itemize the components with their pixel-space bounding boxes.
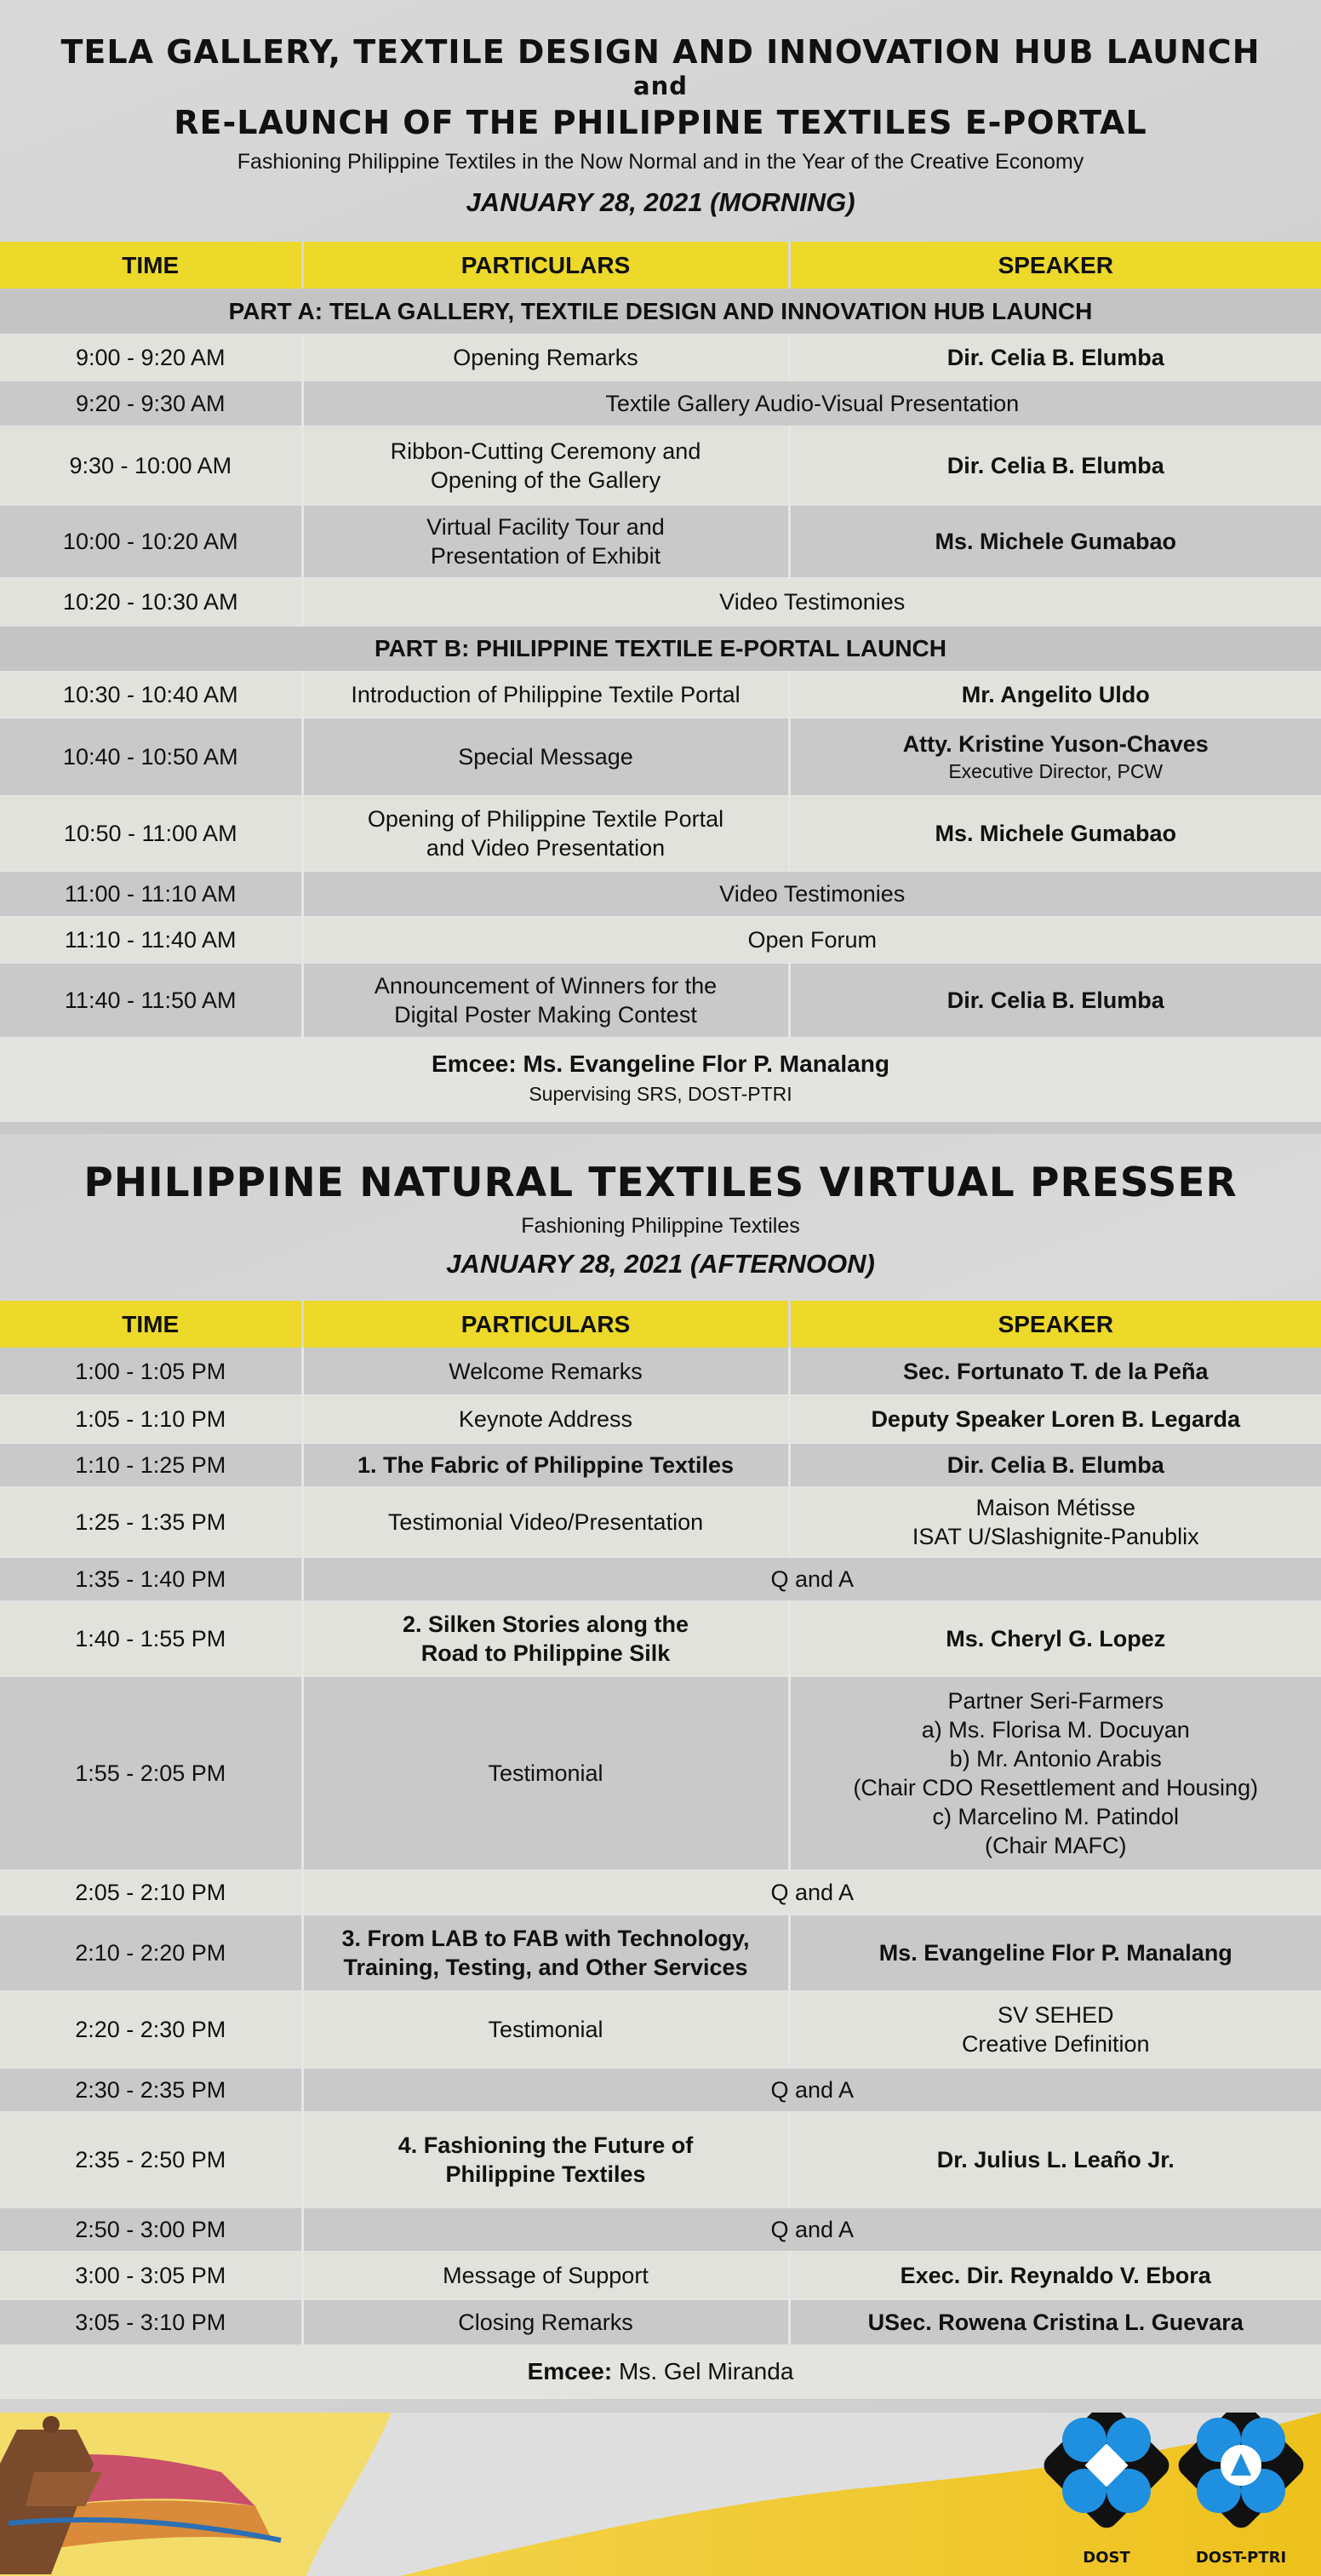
row-speaker <box>789 672 1321 718</box>
particulars-line: Announcement of Winners for the <box>374 973 718 999</box>
particulars-line: Philippine Textiles <box>445 2161 646 2187</box>
particulars-line: 1. The Fabric of Philippine Textiles <box>357 1452 735 1478</box>
row-time: 2:10 - 2:20 PM <box>0 1915 302 1991</box>
row-time: 1:40 - 1:55 PM <box>0 1601 302 1676</box>
row-particulars <box>302 2112 789 2207</box>
table-row <box>0 1395 1321 1443</box>
particulars-line: 4. Fashioning the Future of <box>397 2132 694 2158</box>
table-row <box>0 1443 1321 1487</box>
row-time: 2:50 - 3:00 PM <box>0 2207 302 2252</box>
table-row <box>0 1601 1321 1676</box>
header-time: TIME <box>0 1301 302 1348</box>
speaker-line: (Chair MAFC) <box>985 1833 1127 1858</box>
row-time: 3:05 - 3:10 PM <box>0 2299 302 2345</box>
row-speaker <box>789 505 1321 578</box>
header-particulars: PARTICULARS <box>302 1301 789 1348</box>
speaker-line: Dr. Julius L. Leaño Jr. <box>936 2147 1175 2172</box>
speaker-line: (Chair CDO Resettlement and Housing) <box>853 1775 1259 1800</box>
row-particulars <box>302 672 789 718</box>
row-speaker <box>789 2252 1321 2299</box>
row-speaker <box>789 796 1321 871</box>
morning-emcee-role: Supervising SRS, DOST-PTRI <box>529 1083 792 1105</box>
particulars-line: Opening of the Gallery <box>430 467 661 493</box>
row-speaker <box>789 963 1321 1038</box>
particulars-line: Closing Remarks <box>458 2310 633 2335</box>
speaker-line: USec. Rowena Cristina L. Guevara <box>867 2310 1244 2335</box>
morning-emcee <box>0 1039 1321 1122</box>
row-particulars <box>302 1915 789 1991</box>
speaker-line: SV SEHED <box>997 2002 1114 2028</box>
part-heading: PART B: PHILIPPINE TEXTILE E-PORTAL LAUNCH <box>0 626 1321 672</box>
row-speaker <box>789 1348 1321 1395</box>
row-speaker <box>789 2299 1321 2345</box>
particulars-line: Presentation of Exhibit <box>430 543 661 569</box>
row-particulars <box>302 2299 789 2345</box>
speaker-line: Mr. Angelito Uldo <box>961 682 1150 707</box>
table-row <box>0 2068 1321 2112</box>
row-span-item: Q and A <box>302 1870 1321 1915</box>
table-row <box>0 672 1321 718</box>
row-speaker <box>789 1395 1321 1443</box>
table-row <box>0 505 1321 578</box>
morning-emcee-name-line <box>0 1050 1321 1078</box>
particulars-line: Opening Remarks <box>453 345 638 370</box>
afternoon-date: JANUARY 28, 2021 (AFTERNOON) <box>446 1249 875 1279</box>
table-row <box>0 1676 1321 1870</box>
particulars-line: 2. Silken Stories along the <box>402 1611 689 1637</box>
speaker-line: Maison Métisse <box>975 1495 1136 1520</box>
row-particulars <box>302 1601 789 1676</box>
afternoon-subtitle: Fashioning Philippine Textiles <box>521 1214 800 1238</box>
row-time: 11:10 - 11:40 AM <box>0 917 302 963</box>
speaker-line: Ms. Michele Gumabao <box>935 821 1177 846</box>
table-row <box>0 2207 1321 2252</box>
table-row <box>0 1557 1321 1601</box>
table-row <box>0 1348 1321 1395</box>
row-speaker <box>789 1991 1321 2068</box>
row-particulars <box>302 963 789 1038</box>
row-particulars <box>302 1991 789 2068</box>
dost-ptri-logo-label-wrap <box>1192 2549 1290 2567</box>
dost-logo-label: DOST <box>1083 2549 1130 2567</box>
row-time: 1:55 - 2:05 PM <box>0 1676 302 1870</box>
speaker-line: Dir. Celia B. Elumba <box>946 345 1164 370</box>
afternoon-title: PHILIPPINE NATURAL TEXTILES VIRTUAL PRESSER <box>83 1159 1238 1206</box>
table-row <box>0 871 1321 917</box>
speaker-line: c) Marcelino M. Patindol <box>932 1804 1180 1829</box>
table-row <box>0 1991 1321 2068</box>
particulars-line: Testimonial <box>488 2017 603 2042</box>
row-time: 10:20 - 10:30 AM <box>0 578 302 626</box>
dost-ptri-logo-label: DOST-PTRI <box>1195 2549 1287 2567</box>
header-time: TIME <box>0 242 302 289</box>
speaker-line: b) Mr. Antonio Arabis <box>949 1746 1162 1772</box>
particulars-line: Training, Testing, and Other Services <box>343 1955 748 1980</box>
section-separator <box>0 1122 1321 1134</box>
speaker-line: ISAT U/Slashignite-Panublix <box>912 1524 1199 1549</box>
speaker-line: Ms. Michele Gumabao <box>935 529 1177 554</box>
particulars-line: Message of Support <box>443 2263 649 2288</box>
header-speaker: SPEAKER <box>789 1301 1321 1348</box>
particulars-line: Digital Poster Making Contest <box>394 1002 697 1028</box>
row-speaker <box>789 1487 1321 1557</box>
row-speaker <box>789 718 1321 796</box>
row-time: 3:00 - 3:05 PM <box>0 2252 302 2299</box>
row-time: 2:30 - 2:35 PM <box>0 2068 302 2112</box>
row-speaker <box>789 335 1321 381</box>
row-time: 1:05 - 1:10 PM <box>0 1395 302 1443</box>
row-time: 10:40 - 10:50 AM <box>0 718 302 796</box>
afternoon-schedule-table <box>0 1301 1321 2346</box>
particulars-line: Introduction of Philippine Textile Portal <box>351 682 741 707</box>
table-row <box>0 426 1321 505</box>
row-time: 2:20 - 2:30 PM <box>0 1991 302 2068</box>
row-speaker <box>789 1601 1321 1676</box>
row-particulars <box>302 1443 789 1487</box>
particulars-line: Road to Philippine Silk <box>420 1640 671 1666</box>
speaker-line: Atty. Kristine Yuson-Chaves <box>902 731 1209 757</box>
morning-title-line1: TELA GALLERY, TEXTILE DESIGN AND INNOVATION HUB LAUNCH <box>60 33 1261 71</box>
row-time: 10:50 - 11:00 AM <box>0 796 302 871</box>
speaker-line: Ms. Cheryl G. Lopez <box>946 1626 1166 1652</box>
speaker-line: Creative Definition <box>961 2031 1150 2057</box>
row-time: 9:00 - 9:20 AM <box>0 335 302 381</box>
header-speaker: SPEAKER <box>789 242 1321 289</box>
speaker-line: Deputy Speaker Loren B. Legarda <box>871 1406 1241 1432</box>
afternoon-emcee-label: Emcee: <box>527 2358 613 2384</box>
row-particulars <box>302 1395 789 1443</box>
morning-emcee-name: Ms. Evangeline Flor P. Manalang <box>523 1050 889 1077</box>
row-speaker <box>789 1676 1321 1870</box>
table-row <box>0 578 1321 626</box>
row-time: 2:35 - 2:50 PM <box>0 2112 302 2207</box>
morning-schedule-table <box>0 242 1321 1039</box>
table-row <box>0 917 1321 963</box>
row-speaker <box>789 2112 1321 2207</box>
afternoon-emcee <box>0 2346 1321 2399</box>
row-time: 1:00 - 1:05 PM <box>0 1348 302 1395</box>
row-time: 2:05 - 2:10 PM <box>0 1870 302 1915</box>
morning-table-header <box>0 242 1321 289</box>
afternoon-header <box>0 1134 1321 1285</box>
speaker-line: Partner Seri-Farmers <box>947 1688 1164 1714</box>
row-particulars <box>302 1487 789 1557</box>
morning-title-and: and <box>633 72 688 100</box>
part-heading-row <box>0 626 1321 672</box>
speaker-line: Ms. Evangeline Flor P. Manalang <box>878 1940 1232 1966</box>
footer-banner <box>0 2413 1321 2576</box>
particulars-line: 3. From LAB to FAB with Technology, <box>341 1926 750 1951</box>
row-time: 1:10 - 1:25 PM <box>0 1443 302 1487</box>
header-particulars: PARTICULARS <box>302 242 789 289</box>
table-row <box>0 1915 1321 1991</box>
table-row <box>0 335 1321 381</box>
row-particulars <box>302 2252 789 2299</box>
row-span-item: Q and A <box>302 2207 1321 2252</box>
afternoon-table-header <box>0 1301 1321 1348</box>
row-speaker <box>789 1443 1321 1487</box>
row-particulars <box>302 1676 789 1870</box>
speaker-line: Dir. Celia B. Elumba <box>946 453 1164 478</box>
morning-date: JANUARY 28, 2021 (MORNING) <box>466 187 855 217</box>
particulars-line: Keynote Address <box>458 1406 633 1432</box>
row-speaker <box>789 426 1321 505</box>
row-span-item: Video Testimonies <box>302 578 1321 626</box>
table-row <box>0 718 1321 796</box>
speaker-line: a) Ms. Florisa M. Docuyan <box>921 1717 1190 1743</box>
row-time: 10:00 - 10:20 AM <box>0 505 302 578</box>
table-row <box>0 2252 1321 2299</box>
morning-header <box>0 0 1321 226</box>
table-row <box>0 2299 1321 2345</box>
afternoon-emcee-name: Ms. Gel Miranda <box>619 2358 794 2384</box>
particulars-line: and Video Presentation <box>426 835 666 861</box>
table-row <box>0 963 1321 1038</box>
table-row <box>0 1870 1321 1915</box>
particulars-line: Testimonial Video/Presentation <box>387 1509 704 1535</box>
particulars-line: Welcome Remarks <box>449 1358 643 1384</box>
row-speaker <box>789 1915 1321 1991</box>
row-particulars <box>302 796 789 871</box>
particulars-line: Virtual Facility Tour and <box>426 514 665 540</box>
speaker-line: Dir. Celia B. Elumba <box>946 1452 1164 1478</box>
row-time: 11:40 - 11:50 AM <box>0 963 302 1038</box>
particulars-line: Opening of Philippine Textile Portal <box>367 806 724 832</box>
morning-emcee-label: Emcee: <box>432 1050 517 1077</box>
morning-title-line2: RE-LAUNCH OF THE PHILIPPINE TEXTILES E-PORTAL <box>174 104 1147 141</box>
part-heading-row <box>0 289 1321 335</box>
row-particulars <box>302 335 789 381</box>
row-particulars <box>302 718 789 796</box>
speaker-line: Exec. Dir. Reynaldo V. Ebora <box>900 2263 1211 2288</box>
afternoon-emcee-name-line <box>0 2358 1321 2385</box>
dost-logo-label-wrap <box>1081 2549 1132 2567</box>
row-particulars <box>302 1348 789 1395</box>
row-particulars <box>302 426 789 505</box>
morning-subtitle: Fashioning Philippine Textiles in the Now Normal and in the Year of the Creative Economy <box>237 150 1084 174</box>
part-heading: PART A: TELA GALLERY, TEXTILE DESIGN AND INNOVATION HUB LAUNCH <box>0 289 1321 335</box>
speaker-line: Dir. Celia B. Elumba <box>946 987 1164 1013</box>
row-span-item: Open Forum <box>302 917 1321 963</box>
speaker-line: Sec. Fortunato T. de la Peña <box>902 1358 1209 1384</box>
row-span-item: Video Testimonies <box>302 871 1321 917</box>
row-time: 11:00 - 11:10 AM <box>0 871 302 917</box>
particulars-line: Testimonial <box>488 1760 603 1786</box>
speaker-note: Executive Director, PCW <box>948 760 1164 782</box>
row-span-item: Q and A <box>302 1557 1321 1601</box>
row-time: 9:20 - 9:30 AM <box>0 381 302 426</box>
row-span-item: Textile Gallery Audio-Visual Presentation <box>302 381 1321 426</box>
row-span-item: Q and A <box>302 2068 1321 2112</box>
table-row <box>0 381 1321 426</box>
row-time: 10:30 - 10:40 AM <box>0 672 302 718</box>
row-particulars <box>302 505 789 578</box>
row-time: 1:25 - 1:35 PM <box>0 1487 302 1557</box>
table-row <box>0 796 1321 871</box>
table-row <box>0 1487 1321 1557</box>
particulars-line: Ribbon-Cutting Ceremony and <box>390 438 701 464</box>
particulars-line: Special Message <box>458 744 633 770</box>
table-row <box>0 2112 1321 2207</box>
row-time: 1:35 - 1:40 PM <box>0 1557 302 1601</box>
row-time: 9:30 - 10:00 AM <box>0 426 302 505</box>
